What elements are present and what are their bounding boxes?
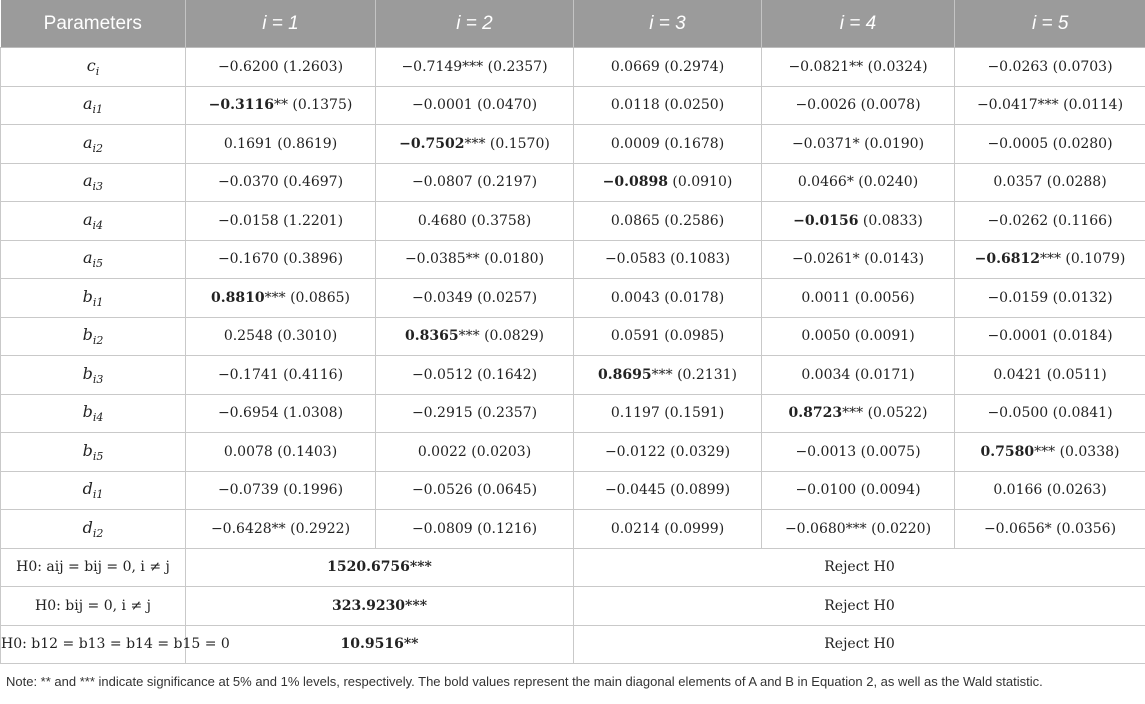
parameter-symbol: $b_{i4}$ — [1, 394, 186, 433]
estimate-cell: 0.1197 (0.1591) — [574, 394, 762, 433]
estimate-cell: 0.8365*** (0.0829) — [376, 317, 574, 356]
parameter-symbol: $b_{i3}$ — [1, 356, 186, 395]
header-row — [1, 0, 1145, 48]
wald-decision: Reject H0 — [574, 587, 1145, 626]
estimate-cell: −0.0026 (0.0078) — [762, 86, 955, 125]
table-row — [1, 279, 1145, 318]
estimate-cell: −0.0349 (0.0257) — [376, 279, 574, 318]
estimate-cell: −0.6428** (0.2922) — [186, 510, 376, 549]
estimate-cell: −0.1670 (0.3896) — [186, 240, 376, 279]
parameter-symbol: $a_{i3}$ — [1, 163, 186, 202]
estimate-cell: 0.0166 (0.0263) — [955, 471, 1145, 510]
estimate-cell: −0.0739 (0.1996) — [186, 471, 376, 510]
estimate-cell: 0.8810*** (0.0865) — [186, 279, 376, 318]
estimate-cell: −0.0371* (0.0190) — [762, 125, 955, 164]
wald-rows — [1, 548, 1145, 664]
parameter-symbol: $b_{i1}$ — [1, 279, 186, 318]
wald-row — [1, 587, 1145, 626]
estimate-cell: −0.7149*** (0.2357) — [376, 48, 574, 87]
header-col-1: i = 1 — [186, 0, 376, 48]
parameter-symbol: $d_{i2}$ — [1, 510, 186, 549]
estimate-cell: −0.0158 (1.2201) — [186, 202, 376, 241]
table-row — [1, 510, 1145, 549]
estimate-cell: −0.7502*** (0.1570) — [376, 125, 574, 164]
estimate-cell: 0.0009 (0.1678) — [574, 125, 762, 164]
estimate-cell: −0.0005 (0.0280) — [955, 125, 1145, 164]
table-row — [1, 240, 1145, 279]
parameter-symbol: $b_{i2}$ — [1, 317, 186, 356]
estimate-cell: −0.0013 (0.0075) — [762, 433, 955, 472]
estimate-cell: 0.8723*** (0.0522) — [762, 394, 955, 433]
table-row — [1, 125, 1145, 164]
estimate-cell: 0.0214 (0.0999) — [574, 510, 762, 549]
wald-hypothesis: H0: aij = bij = 0, i ≠ j — [1, 548, 186, 587]
parameter-symbol: $d_{i1}$ — [1, 471, 186, 510]
estimate-cell: −0.0262 (0.1166) — [955, 202, 1145, 241]
wald-row — [1, 625, 1145, 664]
estimate-cell: 0.0421 (0.0511) — [955, 356, 1145, 395]
parameter-rows — [1, 48, 1145, 549]
estimate-cell: −0.1741 (0.4116) — [186, 356, 376, 395]
estimate-cell: −0.0263 (0.0703) — [955, 48, 1145, 87]
estimate-cell: −0.0512 (0.1642) — [376, 356, 574, 395]
wald-row — [1, 548, 1145, 587]
estimate-cell: 0.1691 (0.8619) — [186, 125, 376, 164]
table-row — [1, 86, 1145, 125]
estimate-cell: −0.0370 (0.4697) — [186, 163, 376, 202]
header-col-2: i = 2 — [376, 0, 574, 48]
estimate-cell: 0.0050 (0.0091) — [762, 317, 955, 356]
estimate-cell: −0.2915 (0.2357) — [376, 394, 574, 433]
table-row — [1, 48, 1145, 87]
estimate-cell: −0.0122 (0.0329) — [574, 433, 762, 472]
estimate-cell: −0.0001 (0.0470) — [376, 86, 574, 125]
estimate-cell: 0.0591 (0.0985) — [574, 317, 762, 356]
estimate-cell: −0.0445 (0.0899) — [574, 471, 762, 510]
wald-hypothesis: H0: b12 = b13 = b14 = b15 = 0 — [1, 625, 186, 664]
table-row — [1, 433, 1145, 472]
estimate-cell: 0.0011 (0.0056) — [762, 279, 955, 318]
wald-decision: Reject H0 — [574, 625, 1145, 664]
parameter-symbol: $a_{i2}$ — [1, 125, 186, 164]
table-row — [1, 163, 1145, 202]
wald-statistic: 10.9516** — [186, 625, 574, 664]
parameter-symbol: $a_{i5}$ — [1, 240, 186, 279]
estimate-cell: −0.0156 (0.0833) — [762, 202, 955, 241]
estimate-cell: −0.0417*** (0.0114) — [955, 86, 1145, 125]
estimate-cell: 0.2548 (0.3010) — [186, 317, 376, 356]
wald-statistic: 1520.6756*** — [186, 548, 574, 587]
table-note: Note: ** and *** indicate significance at 5% and 1% levels, respectively. The bold values represent the main diagonal elements of A and B in Equation 2, as well as the Wald statistic. — [0, 664, 1145, 704]
estimate-cell: −0.0261* (0.0143) — [762, 240, 955, 279]
parameter-symbol: $a_{i4}$ — [1, 202, 186, 241]
estimate-cell: 0.0034 (0.0171) — [762, 356, 955, 395]
estimate-cell: −0.6812*** (0.1079) — [955, 240, 1145, 279]
parameter-symbol: $c_i$ — [1, 48, 186, 87]
table-row — [1, 202, 1145, 241]
wald-decision: Reject H0 — [574, 548, 1145, 587]
table-row — [1, 317, 1145, 356]
estimate-cell: −0.0821** (0.0324) — [762, 48, 955, 87]
estimate-cell: −0.0583 (0.1083) — [574, 240, 762, 279]
estimate-cell: 0.8695*** (0.2131) — [574, 356, 762, 395]
estimate-cell: 0.0865 (0.2586) — [574, 202, 762, 241]
estimate-cell: −0.0500 (0.0841) — [955, 394, 1145, 433]
estimate-cell: 0.0357 (0.0288) — [955, 163, 1145, 202]
estimate-cell: −0.6200 (1.2603) — [186, 48, 376, 87]
estimate-cell: −0.0680*** (0.0220) — [762, 510, 955, 549]
table-row — [1, 471, 1145, 510]
estimate-cell: 0.0466* (0.0240) — [762, 163, 955, 202]
estimate-cell: −0.0159 (0.0132) — [955, 279, 1145, 318]
estimate-cell: −0.0385** (0.0180) — [376, 240, 574, 279]
estimate-cell: −0.3116** (0.1375) — [186, 86, 376, 125]
estimate-cell: 0.0043 (0.0178) — [574, 279, 762, 318]
estimate-cell: 0.0078 (0.1403) — [186, 433, 376, 472]
estimate-cell: −0.0809 (0.1216) — [376, 510, 574, 549]
header-col-3: i = 3 — [574, 0, 762, 48]
header-parameters: Parameters — [1, 0, 186, 48]
table-row — [1, 394, 1145, 433]
estimate-cell: −0.6954 (1.0308) — [186, 394, 376, 433]
wald-statistic: 323.9230*** — [186, 587, 574, 626]
header-col-4: i = 4 — [762, 0, 955, 48]
estimate-cell: −0.0898 (0.0910) — [574, 163, 762, 202]
estimate-cell: 0.7580*** (0.0338) — [955, 433, 1145, 472]
estimate-cell: 0.0669 (0.2974) — [574, 48, 762, 87]
parameter-symbol: $a_{i1}$ — [1, 86, 186, 125]
wald-hypothesis: H0: bij = 0, i ≠ j — [1, 587, 186, 626]
table-row — [1, 356, 1145, 395]
estimate-cell: 0.0022 (0.0203) — [376, 433, 574, 472]
estimate-cell: −0.0656* (0.0356) — [955, 510, 1145, 549]
estimate-cell: −0.0001 (0.0184) — [955, 317, 1145, 356]
estimate-cell: −0.0807 (0.2197) — [376, 163, 574, 202]
estimate-cell: −0.0526 (0.0645) — [376, 471, 574, 510]
estimate-cell: −0.0100 (0.0094) — [762, 471, 955, 510]
header-col-5: i = 5 — [955, 0, 1145, 48]
estimate-cell: 0.4680 (0.3758) — [376, 202, 574, 241]
parameter-symbol: $b_{i5}$ — [1, 433, 186, 472]
estimate-cell: 0.0118 (0.0250) — [574, 86, 762, 125]
